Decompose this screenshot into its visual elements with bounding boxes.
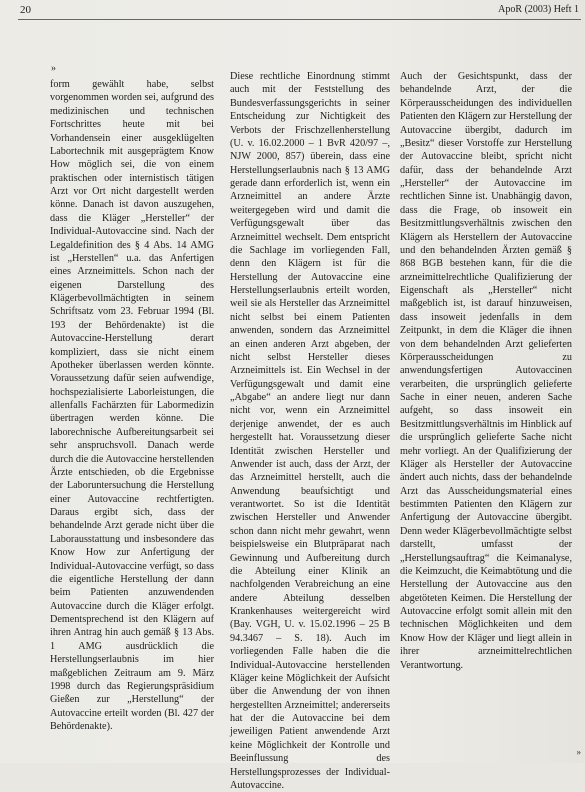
paragraph: Auch der Gesichtspunkt, dass der behandelnde Arzt, der die Körperausscheidungen des individuellen Patienten den Klägern zur Herstellung der Autovaccine übergibt, dadurch im „Besitz“ dieser Vorstoffe zur Herstellung der Autovaccine bleibt, spricht nicht dafür, dass der behandelnde Arzt „Hersteller“ der Autovaccine im rechtlichen Sinne ist. Unabhängig davon, dass die Frage, ob insoweit ein Besitzmittlungsverhältnis zwischen den Klägern als Herstellern der Autovaccine und den behandelnden Ärzten gemäß § 868 BGB bestehen kann, für die die arzneimittelrechtliche Qualifizierung der Eigenschaft als „Hersteller“ nicht maßgeblich ist, ist darauf hinzuweisen, dass insoweit jedenfalls in dem Zeitpunkt, in dem die Kläger die ihnen von dem behandelnden Arzt gelieferten Körperausscheidungen zu anwendungsfertigen Autovaccinen verarbeiten, die ursprünglich gelieferte Sache in einer neuen, anderen Sache aufgeht, so dass insoweit ein Besitzmittlungsverhältnis im Hinblick auf die ursprünglich gelieferte Sache nicht mehr vorliegt. An der Qualifizierung der Kläger als Hersteller der Autovaccine ändert auch nichts, dass der behandelnde Arzt das Ausscheidungsmaterial eines bestimmten Patienten den Klägern zur Anfertigung der Autovaccine übergibt. Denn weder Klägerbevollmächtigte selbst darstellt, umfasst der „Herstellungsauftrag“ die Keimanalyse, die Keimzucht, die Keimabtötung und die Herstellung der Autovaccine aus den abgetöteten Keimen. Die Herstellung der Autovaccine erfolgt somit allein mit den technischen Möglichkeiten und dem Know How der Kläger und liegt allein in ihrer arzneimittelrechtlichen Verantwortung. bbox=[400, 71, 572, 671]
column-right bbox=[400, 70, 572, 742]
paragraph: Diese rechtliche Einordnung stimmt auch mit der Feststellung des Bundesverfassungsgerichts in seiner Entscheidung zur Nichtigkeit des Verbots der Frischzellenherstellung (U. v. 16.02.2000 – 1 BvR 420/97 –, NJW 2000, 857) überein, dass eine Herstellungserlaubnis nach § 13 AMG gerade dann erforderlich ist, wenn ein Arzneimittel an andere Ärzte weitergegeben wird und damit die Verfügungsgewalt über das Arzneimittel wechselt. Dem entspricht die Sachlage im vorliegenden Fall, denn den Klägern ist für die Herstellung der Autovaccine eine Herstellungserlaubnis erteilt worden, weil sie als Hersteller das Arzneimittel nicht selbst bei einem Patienten anwenden, sondern das Arzneimittel an einen anderen Arzt abgeben, der nicht selbst Hersteller dieses Arzneimittels ist. Ein Wechsel in der Verfügungsgewalt und damit eine „Abgabe“ an andere liegt nur dann nicht vor, wenn ein Arzneimittel derjenige anwendet, der es auch hergestellt hat. Voraussetzung dieser Identität zwischen Hersteller und Anwender ist auch, dass der Arzt, der das Arzneimittel herstellt, auch die Anwendung beaufsichtigt und verantwortet. So ist die Identität zwischen Hersteller und Anwender schon dann nicht mehr gewahrt, wenn beispielsweise ein Blutpräparat nach Gewinnung und Aufbereitung durch die Abteilung einer Klinik an nachfolgenden Verabreichung an eine andere Abteilung desselben Krankenhauses weitergereicht wird (Bay. VGH, U. v. 15.02.1996 – 25 B 94.3467 – S. 18). Auch im vorliegenden Falle haben die die Individual-Autovaccine herstellenden Kläger keine Möglichkeit der Aufsicht über die Anwendung der von ihnen hergestellten Arzneimittel; andererseits hat der die Autovaccine bei dem jeweiligen Patient anwendende Arzt keine Möglichkeit der Kontrolle und Beeinflussung des Herstellungsprozesses der Individual-Autovaccine. bbox=[230, 71, 390, 791]
continuation-mark: » bbox=[51, 63, 56, 74]
paragraph: form gewählt habe, selbst vorgenommen worden sei, aufgrund des medizinischen und technischen Fortschrittes heute mit bei Vorhandensein einer ausgeklügelten Labortechnik mit ausgeprägtem Know How möglich sei, die von einem praktischen oder internistisch tätigen Arzt vor Ort nicht dargestellt werden könne. Danach ist davon auszugehen, dass die Kläger „Hersteller“ der Individual-Autovaccine sind. Nach der Legaldefinition des § 4 Abs. 14 AMG ist „Herstellen“ u.a. das Anfertigen eines Arzneimittels. Schon nach der eigenen Darstellung des Klägerbevollmächtigten in seinem Schriftsatz vom 23. Februar 1994 (Bl. 193 der Behördenakte) ist die Autovaccine-Herstellung derart kompliziert, dass sie nicht einem Apotheker überlassen werden könnte. Voraussetzung dafür seien aufwendige, hochspezialisierte Laborleistungen, die allenfalls Fachärzten für Labormedizin übertragen werden könne. Die laborechnische Aufbereitungsarbeit sei sehr anspruchsvoll. Danach werde durch die die Autovaccine herstellenden Ärzte entschieden, ob die Ergebnisse der Laboruntersuchung die Herstellung einer Autovaccine rechtfertigten. Daraus ergibt sich, dass der behandelnde Arzt gerade nicht über die Laborausstattung und insbesondere das Know How zur Anfertigung der Individual-Autovaccine verfügt, so dass die eigentliche Herstellung der dann beim Patienten anzuwendenden Autovaccine durch die Kläger erfolgt. Dementsprechend ist den Klägern auf ihren Antrag hin auch gemäß § 13 Abs. 1 AMG ausdrücklich die Herstellungserlaubnis im hier maßgeblichen Zeitraum am 9. März 1998 durch das Regierungspräsidium Gießen zur „Herstellung“ der Autovaccine erteilt worden (Bl. 427 der Behördenakte). bbox=[50, 79, 214, 732]
header-rule bbox=[18, 19, 581, 20]
continuation-mark-footer: » bbox=[576, 747, 581, 757]
page-number: 20 bbox=[20, 4, 31, 16]
column-left bbox=[50, 78, 214, 742]
column-middle bbox=[230, 70, 390, 791]
journal-header: ApoR (2003) Heft 1 bbox=[498, 4, 579, 15]
